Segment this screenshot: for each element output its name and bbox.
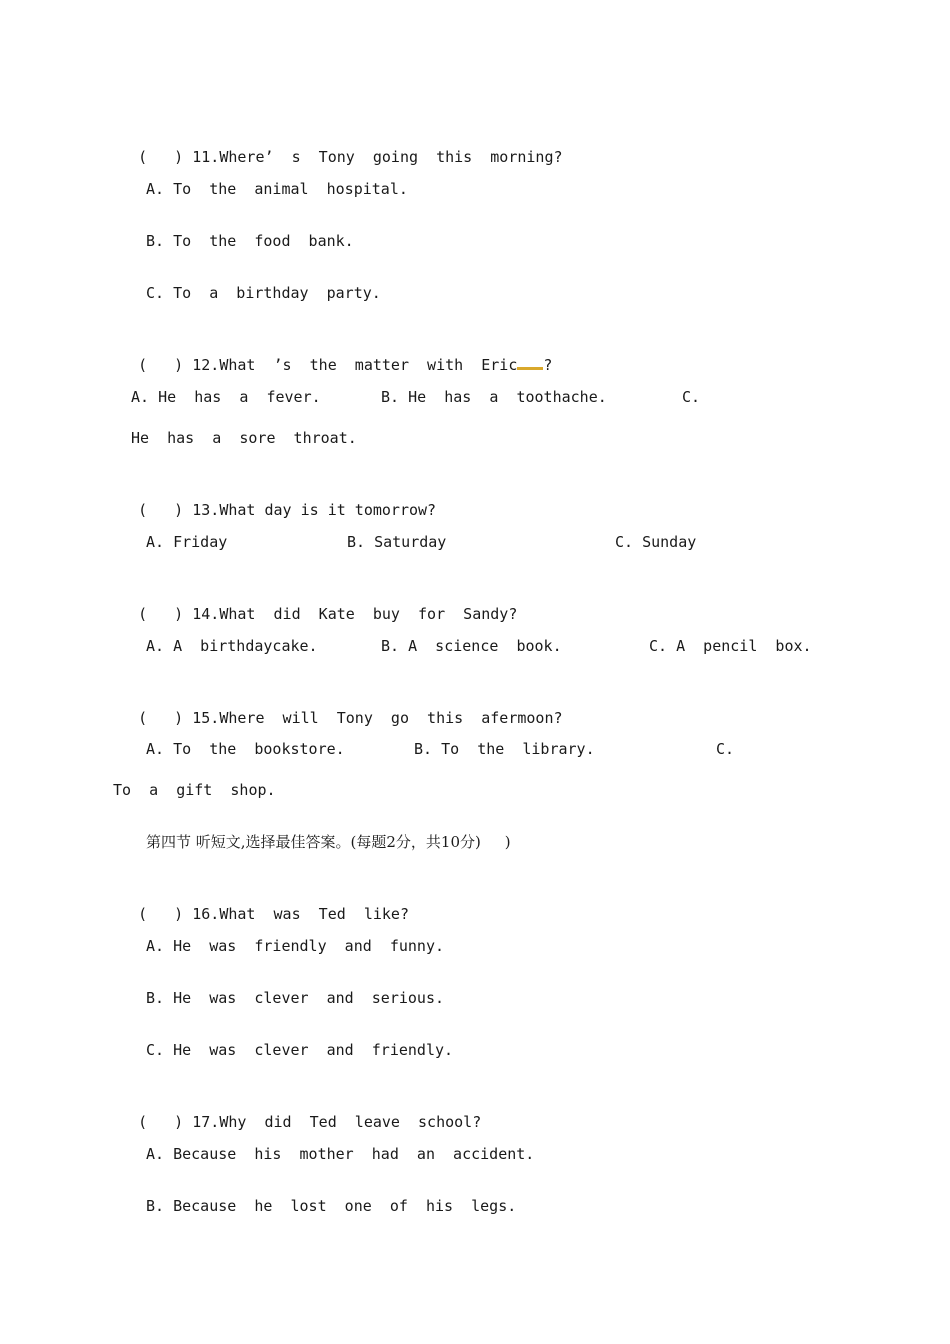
q15-option-c-text: To a gift shop. [113, 781, 276, 799]
q16-option-c: C. He was clever and friendly. [146, 1041, 454, 1059]
q14-option-c: C. A pencil box. [649, 637, 812, 655]
question-text: 16.What was Ted like? [192, 905, 409, 923]
q12-option-a: A. He has a fever. [131, 388, 321, 406]
q15-option-c-label: C. [716, 740, 735, 758]
question-15-stem [120, 688, 563, 727]
answer-paren: ( ) [138, 501, 184, 519]
q15-option-a: A. To the bookstore. [146, 740, 345, 758]
question-text: 13.What day is it tomorrow? [192, 501, 437, 519]
q17-option-b: B. Because he lost one of his legs. [146, 1197, 517, 1215]
question-13-stem [120, 480, 437, 519]
q15-option-b: B. To the library. [414, 740, 595, 758]
q11-option-c: C. To a birthday party. [146, 284, 381, 302]
q16-option-a: A. He was friendly and funny. [146, 937, 445, 955]
q12-option-c-label: C. [682, 388, 701, 406]
q14-option-b: B. A science book. [381, 637, 562, 655]
question-16-stem [120, 884, 409, 923]
q13-option-c: C. Sunday [615, 533, 697, 551]
question-text: 17.Why did Ted leave school? [192, 1113, 482, 1131]
question-text: 11.Where’ s Tony going this morning? [192, 148, 563, 166]
question-text: 12.What ’s the matter with Eric [192, 356, 518, 374]
question-12-stem [120, 335, 553, 374]
q16-option-b: B. He was clever and serious. [146, 989, 445, 1007]
q14-option-a: A. A birthdaycake. [146, 637, 318, 655]
answer-blank [517, 367, 543, 370]
question-text: 15.Where will Tony go this afermoon? [192, 709, 563, 727]
question-14-stem [120, 584, 518, 623]
question-text-end: ? [543, 356, 553, 374]
question-17-stem [120, 1092, 482, 1131]
q11-option-a: A. To the animal hospital. [146, 180, 408, 198]
answer-paren: ( ) [138, 148, 184, 166]
question-11-stem [120, 127, 563, 166]
question-text: 14.What did Kate buy for Sandy? [192, 605, 518, 623]
answer-paren: ( ) [138, 605, 184, 623]
q11-option-b: B. To the food bank. [146, 232, 354, 250]
q13-option-a: A. Friday [146, 533, 228, 551]
answer-paren: ( ) [138, 356, 184, 374]
answer-paren: ( ) [138, 709, 184, 727]
answer-paren: ( ) [138, 905, 184, 923]
section-four-heading: 第四节 听短文,选择最佳答案。(每题2分，共10分) ) [146, 833, 511, 851]
q13-option-b: B. Saturday [347, 533, 447, 551]
q12-option-c-text: He has a sore throat. [131, 429, 357, 447]
q12-option-b: B. He has a toothache. [381, 388, 607, 406]
answer-paren: ( ) [138, 1113, 184, 1131]
q17-option-a: A. Because his mother had an accident. [146, 1145, 535, 1163]
